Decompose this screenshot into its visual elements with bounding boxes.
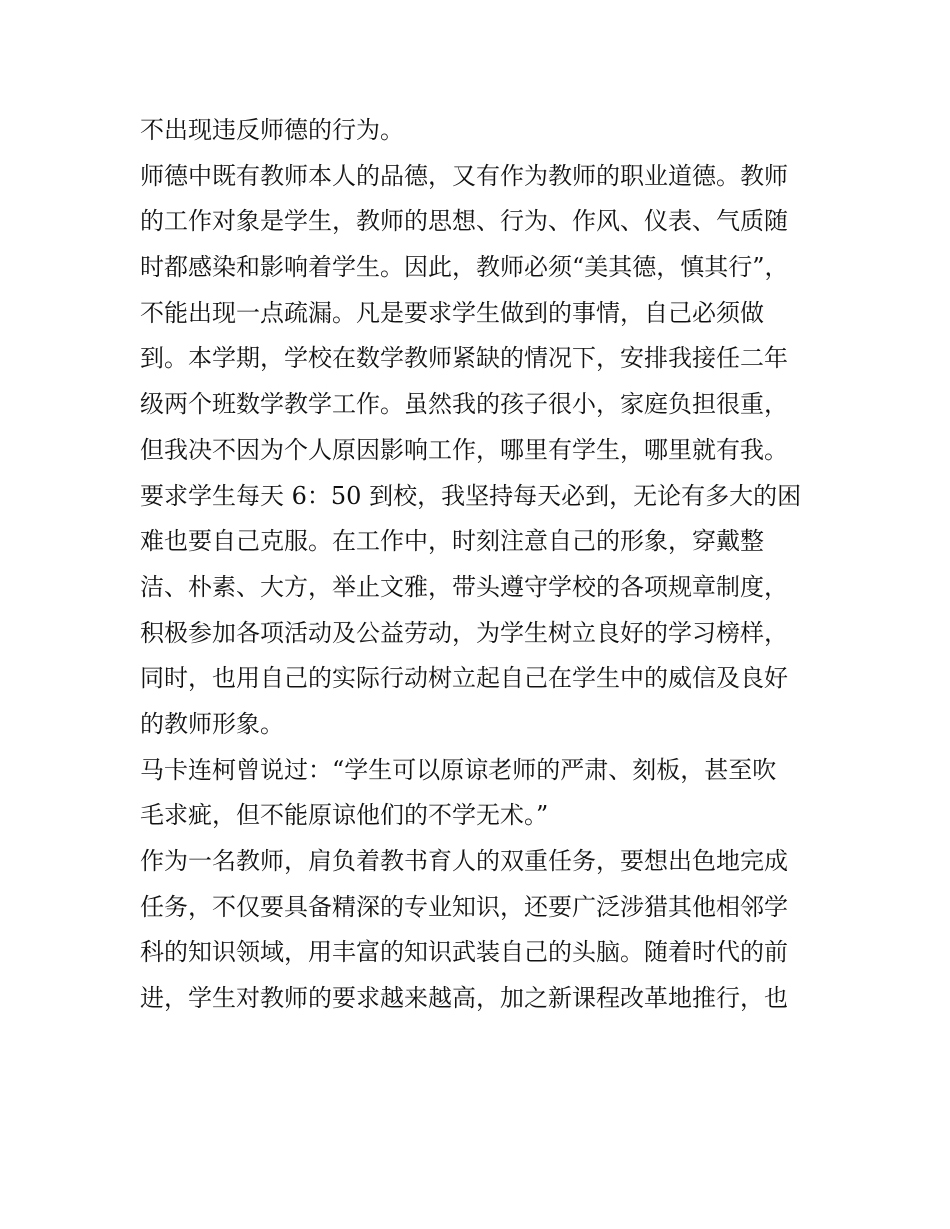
text-line: 到。本学期，学校在数学教师紧缺的情况下，安排我接任二年 (140, 344, 788, 373)
text-line: 不能出现一点疏漏。凡是要求学生做到的事情，自己必须做 (140, 298, 764, 327)
text-line: 进，学生对教师的要求越来越高，加之新课程改革地推行，也 (140, 984, 788, 1013)
text-line: 任务，不仅要具备精深的专业知识，还要广泛涉猎其他相邻学 (140, 892, 788, 921)
text-line: 的工作对象是学生，教师的思想、行为、作风、仪表、气质随 (140, 207, 788, 236)
text-line: 不出现违反师德的行为。 (140, 116, 404, 144)
text-line: 师德中既有教师本人的品德，又有作为教师的职业道德。教师 (140, 161, 788, 190)
text-line: 难也要自己克服。在工作中，时刻注意自己的形象，穿戴整 (140, 527, 764, 556)
text-line: 洁、朴素、大方，举止文雅，带头遵守学校的各项规章制度， (140, 572, 788, 601)
text-line: 科的知识领域，用丰富的知识武装自己的头脑。随着时代的前 (140, 938, 788, 967)
text-line: 时都感染和影响着学生。因此，教师必须“美其德，慎其行”， (140, 253, 789, 282)
text-line: 级两个班数学教学工作。虽然我的孩子很小，家庭负担很重， (140, 390, 788, 419)
text-line: 作为一名教师，肩负着教书育人的双重任务，要想出色地完成 (140, 847, 788, 875)
text-line: 的教师形象。 (140, 709, 284, 738)
text-line: 同时，也用自己的实际行动树立起自己在学生中的威信及良好 (140, 664, 788, 693)
text-line: 马卡连柯曾说过：“学生可以原谅老师的严肃、刻板，甚至吹 (140, 755, 777, 784)
text-line: 毛求疵，但不能原谅他们的不学无术。” (140, 801, 549, 830)
text-line: 但我决不因为个人原因影响工作，哪里有学生，哪里就有我。 (140, 435, 788, 464)
text-line: 积极参加各项活动及公益劳动，为学生树立良好的学习榜样， (140, 618, 788, 647)
text-line: 要求学生每天 6：50 到校，我坚持每天必到，无论有多大的困 (140, 481, 802, 510)
document-body (140, 108, 820, 1022)
